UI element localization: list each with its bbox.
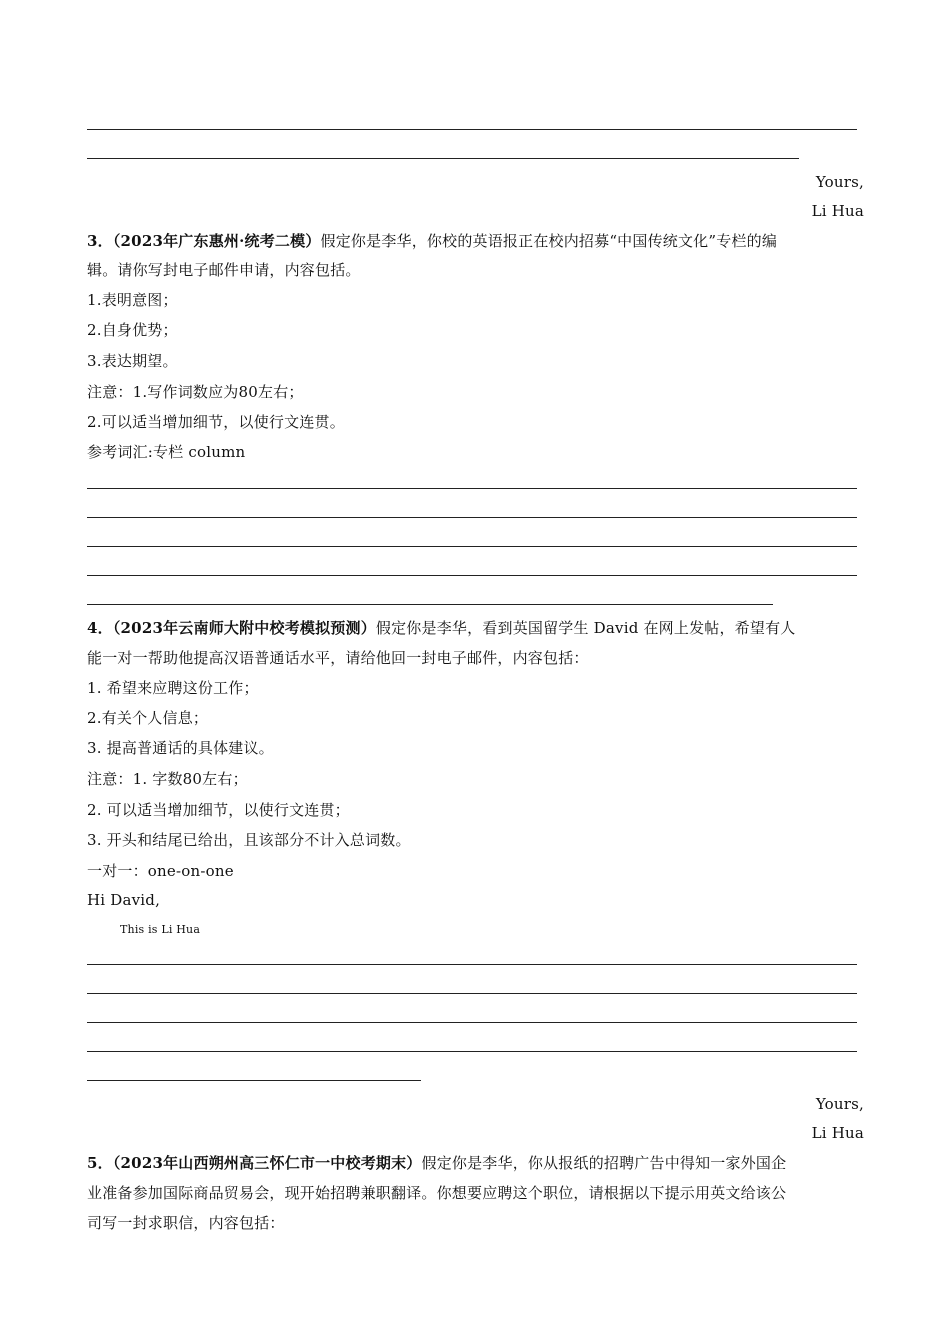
note-item: 2. 可以适当增加细节，以使行文连贯；	[87, 801, 350, 819]
note-item: 注意：1.写作词数应为80左右；	[87, 383, 304, 401]
answer-line	[87, 1022, 857, 1023]
answer-line	[87, 129, 857, 130]
requirement-item: 3.表达期望。	[87, 352, 178, 370]
letter-opening: This is Li Hua	[120, 923, 201, 936]
question-source: （2023年山西朔州高三怀仁市一中校考期末）	[112, 1154, 422, 1172]
question-prompt: 假定你是李华，你从报纸的招聘广告中得知一家外国企	[421, 1154, 787, 1172]
requirement-item: 1. 希望来应聘这份工作；	[87, 679, 259, 697]
answer-line	[87, 964, 857, 965]
answer-line	[87, 158, 799, 159]
signature: Li Hua	[811, 1124, 864, 1142]
question-number: 4．	[87, 619, 113, 637]
vocab-hint: 参考词汇:专栏 column	[87, 443, 246, 461]
question-source: （2023年广东惠州·统考二模）	[112, 232, 321, 250]
question-prompt-cont: 业准备参加国际商品贸易会，现开始招聘兼职翻译。你想要应聘这个职位，请根据以下提示用英文给该公	[87, 1184, 787, 1202]
question-prompt: 假定你是李华，看到英国留学生 David 在网上发帖，希望有人	[375, 619, 796, 637]
closing: Yours,	[815, 173, 864, 191]
question-3-title	[87, 226, 865, 256]
question-prompt-cont: 辑。请你写封电子邮件申请，内容包括。	[87, 261, 361, 279]
question-prompt-cont: 能一对一帮助他提高汉语普通话水平，请给他回一封电子邮件，内容包括：	[87, 649, 589, 667]
closing: Yours,	[815, 1095, 864, 1113]
answer-line	[87, 993, 857, 994]
requirement-item: 1.表明意图；	[87, 291, 178, 309]
question-5-title	[87, 1148, 865, 1178]
vocab-hint: 一对一：one-on-one	[87, 862, 234, 880]
requirement-item: 2.有关个人信息；	[87, 709, 209, 727]
answer-line	[87, 575, 857, 576]
requirement-item: 2.自身优势；	[87, 321, 178, 339]
question-prompt: 假定你是李华，你校的英语报正在校内招募“中国传统文化”专栏的编	[320, 232, 778, 250]
answer-line	[87, 1051, 857, 1052]
question-number: 3．	[87, 232, 113, 250]
signature: Li Hua	[811, 202, 864, 220]
answer-line	[87, 546, 857, 547]
answer-line	[87, 517, 857, 518]
note-item: 3. 开头和结尾已给出，且该部分不计入总词数。	[87, 831, 411, 849]
answer-line	[87, 604, 773, 605]
question-number: 5．	[87, 1154, 113, 1172]
note-item: 注意：1. 字数80左右；	[87, 770, 248, 788]
question-source: （2023年云南师大附中校考模拟预测）	[112, 619, 376, 637]
answer-line	[87, 1080, 421, 1081]
note-item: 2.可以适当增加细节，以使行文连贯。	[87, 413, 345, 431]
answer-line	[87, 488, 857, 489]
requirement-item: 3. 提高普通话的具体建议。	[87, 739, 274, 757]
question-4-title	[87, 613, 865, 643]
question-prompt-cont: 司写一封求职信，内容包括：	[87, 1214, 285, 1232]
letter-greeting: Hi David,	[87, 891, 161, 909]
